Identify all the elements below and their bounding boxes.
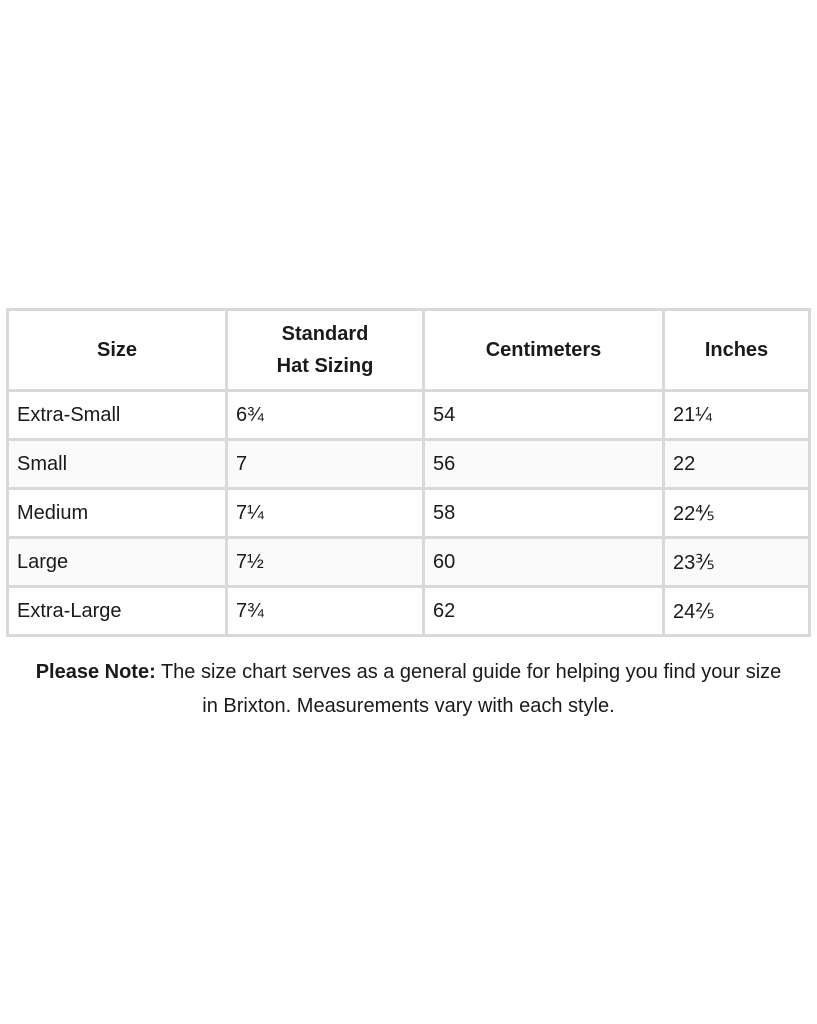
cell-standard: 7¾ [227, 587, 424, 636]
header-standard-line1: Standard [281, 323, 369, 345]
size-note [0, 655, 817, 723]
table-row [8, 587, 810, 636]
cell-size: Extra-Large [8, 587, 227, 636]
note-label: Please Note: [35, 661, 156, 683]
cell-size: Extra-Small [8, 391, 227, 440]
cell-inches: 24⅖ [664, 587, 810, 636]
cell-inches: 22 [664, 440, 810, 489]
cell-cm: 56 [424, 440, 664, 489]
cell-standard: 7 [227, 440, 424, 489]
cell-standard: 7½ [227, 538, 424, 587]
cell-cm: 60 [424, 538, 664, 587]
cell-cm: 58 [424, 489, 664, 538]
header-standard-hat-sizing [227, 310, 424, 391]
cell-standard: 7¼ [227, 489, 424, 538]
table-row [8, 391, 810, 440]
cell-cm: 54 [424, 391, 664, 440]
note-line2: in Brixton. Measurements vary with each style. [202, 695, 615, 717]
header-size: Size [8, 310, 227, 391]
cell-inches: 22⅘ [664, 489, 810, 538]
hat-size-table [6, 308, 811, 637]
size-chart [6, 308, 808, 637]
table-row [8, 489, 810, 538]
cell-standard: 6¾ [227, 391, 424, 440]
table-header-row [8, 310, 810, 391]
cell-inches: 23⅗ [664, 538, 810, 587]
table-row [8, 440, 810, 489]
note-line1: The size chart serves as a general guide for helping you find your size [155, 661, 782, 683]
cell-cm: 62 [424, 587, 664, 636]
cell-size: Medium [8, 489, 227, 538]
header-centimeters: Centimeters [424, 310, 664, 391]
table-row [8, 538, 810, 587]
cell-inches: 21¼ [664, 391, 810, 440]
cell-size: Small [8, 440, 227, 489]
header-inches: Inches [664, 310, 810, 391]
header-standard-line2: Hat Sizing [276, 355, 374, 377]
cell-size: Large [8, 538, 227, 587]
